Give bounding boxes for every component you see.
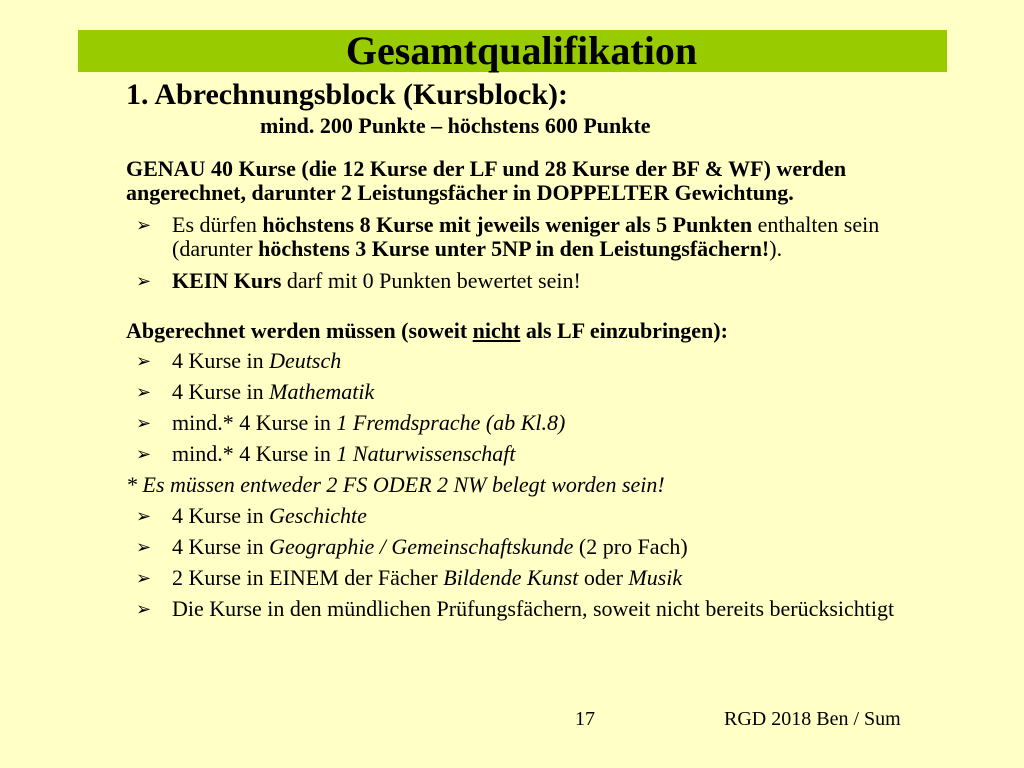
footer-credit: RGD 2018 Ben / Sum [724, 708, 901, 730]
list-item [136, 411, 916, 435]
rule-max-courses [172, 213, 916, 261]
arrow-bullet-icon: ➢ [136, 506, 152, 526]
req-text: oder [578, 565, 629, 590]
arrow-bullet-icon: ➢ [136, 351, 152, 371]
list-item [136, 535, 916, 559]
page-title: Gesamtqualifikation [345, 28, 698, 73]
req-text: 4 Kurse in [172, 379, 270, 404]
arrow-bullet-icon: ➢ [136, 413, 152, 433]
required-heading [126, 319, 916, 343]
req-subject: 1 Fremdsprache (ab Kl.8) [336, 410, 566, 435]
req-naturwissenschaft [172, 442, 916, 466]
req-subject: Mathematik [269, 379, 375, 404]
page-number: 17 [575, 708, 595, 730]
arrow-bullet-icon: ➢ [136, 599, 152, 619]
req-text: 4 Kurse in [172, 503, 270, 528]
list-item [136, 380, 916, 404]
req-subject: Deutsch [269, 348, 342, 373]
slide-content [126, 157, 916, 621]
req-muendlich: Die Kurse in den mündlichen Prüfungsfächern, soweit nicht bereits berücksichtigt [172, 596, 895, 621]
req-subject: Musik [628, 565, 683, 590]
arrow-bullet-icon: ➢ [136, 568, 152, 588]
arrow-bullet-icon: ➢ [136, 444, 152, 464]
rule-text: ). [769, 236, 783, 261]
intro-text: GENAU 40 Kurse (die 12 Kurse der LF und 28 Kurse der BF & WF) werden angerechnet, darunter 2 Leistungsfächer in DOPPELTER Gewichtung. [126, 156, 847, 205]
req-subject: Geographie / Gemeinschaftskunde [269, 534, 574, 559]
req-kunst-musik [172, 566, 916, 590]
list-item [136, 213, 916, 261]
list-item [136, 597, 916, 621]
footnote: * Es müssen entweder 2 FS ODER 2 NW belegt worden sein! [126, 472, 665, 497]
rule-no-zero [172, 269, 916, 293]
req-mathematik [172, 380, 916, 404]
heading-underlined: nicht [472, 318, 521, 343]
arrow-bullet-icon: ➢ [136, 537, 152, 557]
req-subject: Bildende Kunst [443, 565, 579, 590]
arrow-bullet-icon: ➢ [136, 271, 152, 291]
rule-text: Es dürfen [172, 212, 263, 237]
list-item [136, 566, 916, 590]
req-geschichte [172, 504, 916, 528]
req-subject: Geschichte [269, 503, 367, 528]
list-item [136, 442, 916, 466]
req-text: (2 pro Fach) [573, 534, 688, 559]
rule-emphasis: KEIN Kurs [172, 268, 282, 293]
req-text: 4 Kurse in [172, 348, 270, 373]
rule-text: darf mit 0 Punkten bewertet sein! [281, 268, 581, 293]
rule-emphasis: höchstens 3 Kurse unter 5NP in den Leistungsfächern! [258, 236, 770, 261]
req-deutsch [172, 349, 916, 373]
arrow-bullet-icon: ➢ [136, 382, 152, 402]
req-text: 2 Kurse in EINEM der Fächer [172, 565, 444, 590]
points-range: mind. 200 Punkte – höchstens 600 Punkte [260, 113, 651, 138]
req-text: mind.* 4 Kurse in [172, 441, 337, 466]
list-item [136, 349, 916, 373]
heading-text: als LF einzubringen): [520, 318, 728, 343]
req-text: mind.* 4 Kurse in [172, 410, 337, 435]
list-item [136, 269, 916, 293]
section-heading: 1. Abrechnungsblock (Kursblock): [126, 78, 569, 111]
arrow-bullet-icon: ➢ [136, 215, 152, 235]
req-geographie [172, 535, 916, 559]
list-item [136, 504, 916, 528]
rule-emphasis: höchstens 8 Kurse mit jeweils weniger als 5 Punkten [262, 212, 753, 237]
req-fremdsprache [172, 411, 916, 435]
req-subject: 1 Naturwissenschaft [336, 441, 516, 466]
title-bar [78, 30, 947, 72]
rule-text: enthalten sein (darunter [172, 212, 880, 261]
req-text: 4 Kurse in [172, 534, 270, 559]
heading-text: Abgerechnet werden müssen (soweit [126, 318, 473, 343]
